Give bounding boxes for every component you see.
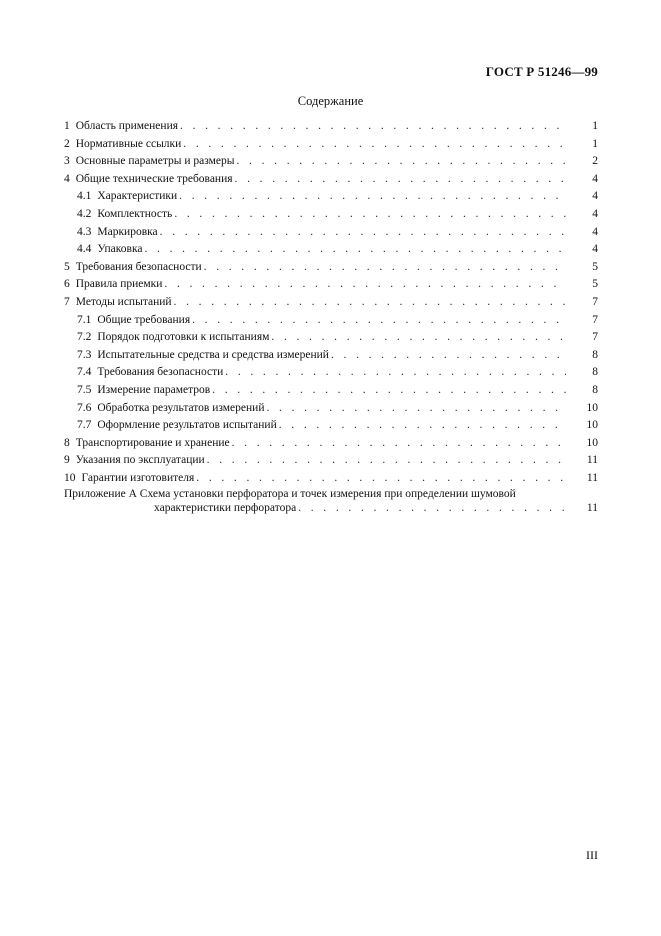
toc-entry-number: 8 bbox=[64, 436, 70, 449]
toc-dot-leader bbox=[207, 452, 566, 470]
toc-entry-page: 5 bbox=[592, 278, 598, 291]
toc-entry-page: 7 bbox=[592, 295, 598, 308]
toc-entry-number: 7.1 bbox=[77, 313, 92, 326]
toc-entry[interactable] bbox=[64, 435, 598, 453]
toc-entry[interactable] bbox=[64, 188, 598, 206]
toc-entry-label: Характеристики bbox=[97, 190, 178, 203]
table-of-contents bbox=[64, 118, 598, 515]
toc-entry-page: 1 bbox=[592, 137, 598, 150]
toc-entry-number: 3 bbox=[64, 155, 70, 168]
page-number: III bbox=[586, 848, 598, 862]
toc-entry-number: 7.5 bbox=[77, 383, 92, 396]
toc-dot-leader bbox=[196, 470, 566, 488]
toc-entry-label: Указания по эксплуатации bbox=[75, 454, 205, 467]
toc-entry[interactable] bbox=[64, 364, 598, 382]
toc-entry-number: 4.1 bbox=[77, 190, 92, 203]
toc-dot-leader bbox=[144, 241, 566, 259]
toc-entry-page: 5 bbox=[592, 260, 598, 273]
toc-entry-label: Гарантии изготовителя bbox=[81, 471, 195, 484]
toc-entry-label: Основные параметры и размеры bbox=[75, 155, 235, 168]
toc-entry-page: 10 bbox=[586, 436, 598, 449]
toc-entry-number: 6 bbox=[64, 278, 70, 291]
toc-entry-number: 7.4 bbox=[77, 366, 92, 379]
toc-entry-page: 4 bbox=[592, 225, 598, 238]
toc-dot-leader bbox=[271, 329, 566, 347]
toc-appendix-continuation bbox=[64, 501, 598, 515]
toc-entry-page: 4 bbox=[592, 190, 598, 203]
toc-dot-leader bbox=[183, 136, 566, 154]
toc-dot-leader bbox=[204, 259, 566, 277]
toc-entry-label: Методы испытаний bbox=[75, 295, 172, 308]
toc-entry-page: 4 bbox=[592, 172, 598, 185]
toc-entry[interactable] bbox=[64, 382, 598, 400]
toc-entry-label: Испытательные средства и средства измерений bbox=[97, 348, 329, 361]
toc-dot-leader bbox=[212, 382, 566, 400]
toc-entry-label: Комплектность bbox=[97, 207, 173, 220]
toc-dot-leader bbox=[279, 417, 566, 435]
toc-entry[interactable] bbox=[64, 470, 598, 488]
toc-entry-number: 4.2 bbox=[77, 207, 92, 220]
toc-entry-label: Упаковка bbox=[97, 243, 143, 256]
toc-title: Содержание bbox=[297, 94, 364, 108]
toc-entry-number: 7.2 bbox=[77, 331, 92, 344]
toc-entry[interactable] bbox=[64, 171, 598, 189]
toc-entry-page: 7 bbox=[592, 313, 598, 326]
toc-dot-leader bbox=[179, 188, 566, 206]
toc-entry-page: 10 bbox=[586, 419, 598, 432]
toc-entry-page: 1 bbox=[592, 120, 598, 132]
toc-entry-page: 10 bbox=[586, 401, 598, 414]
toc-entry[interactable] bbox=[64, 241, 598, 259]
toc-entry-page: 8 bbox=[592, 366, 598, 379]
toc-dot-leader bbox=[235, 171, 566, 189]
toc-entry-number: 4 bbox=[64, 172, 70, 185]
toc-entry[interactable] bbox=[64, 417, 598, 435]
toc-entry[interactable] bbox=[64, 136, 598, 154]
toc-entry[interactable] bbox=[64, 153, 598, 171]
toc-appendix-page: 11 bbox=[586, 502, 598, 515]
toc-entry-label: Нормативные ссылки bbox=[75, 137, 182, 150]
toc-entry-label: Общие требования bbox=[97, 313, 191, 326]
toc-entry[interactable] bbox=[64, 347, 598, 365]
toc-entry[interactable] bbox=[64, 224, 598, 242]
toc-entry-page: 8 bbox=[592, 348, 598, 361]
toc-dot-leader bbox=[232, 435, 566, 453]
toc-entry[interactable] bbox=[64, 312, 598, 330]
toc-entry-number: 9 bbox=[64, 454, 70, 467]
toc-entry-label: Порядок подготовки к испытаниям bbox=[97, 331, 270, 344]
toc-dot-leader bbox=[266, 400, 566, 418]
toc-entry-page: 11 bbox=[586, 471, 598, 484]
toc-entry[interactable] bbox=[64, 206, 598, 224]
toc-appendix-entry[interactable] bbox=[64, 487, 598, 515]
toc-entry-number: 1 bbox=[64, 120, 70, 132]
toc-entry[interactable] bbox=[64, 276, 598, 294]
toc-dot-leader bbox=[174, 294, 566, 312]
toc-entry[interactable] bbox=[64, 259, 598, 277]
toc-entry[interactable] bbox=[64, 400, 598, 418]
toc-entry-label: Требования безопасности bbox=[75, 260, 202, 273]
toc-entry-page: 8 bbox=[592, 383, 598, 396]
toc-entry-label: Оформление результатов испытаний bbox=[97, 419, 277, 432]
toc-entry-number: 7.3 bbox=[77, 348, 92, 361]
toc-entry[interactable] bbox=[64, 329, 598, 347]
toc-entry-label: Транспортирование и хранение bbox=[75, 436, 230, 449]
toc-entry-number: 7.7 bbox=[77, 419, 92, 432]
toc-entry-number: 7.6 bbox=[77, 401, 92, 414]
toc-dot-leader bbox=[298, 501, 566, 515]
toc-appendix-label-cont: характеристики перфоратора bbox=[154, 502, 297, 515]
toc-dot-leader bbox=[237, 153, 567, 171]
toc-entry-number: 5 bbox=[64, 260, 70, 273]
toc-entry-number: 4.4 bbox=[77, 243, 92, 256]
toc-entry-label: Правила приемки bbox=[75, 278, 163, 291]
toc-entry-page: 11 bbox=[586, 454, 598, 467]
toc-entry-label: Измерение параметров bbox=[97, 383, 211, 396]
toc-entry-page: 4 bbox=[592, 207, 598, 220]
toc-entry-number: 2 bbox=[64, 137, 70, 150]
toc-dot-leader bbox=[160, 224, 566, 242]
toc-entry-label: Маркировка bbox=[97, 225, 158, 238]
toc-dot-leader bbox=[164, 276, 566, 294]
toc-dot-leader bbox=[225, 364, 566, 382]
toc-entry[interactable] bbox=[64, 118, 598, 136]
toc-entry-page: 4 bbox=[592, 243, 598, 256]
toc-entry-label: Область применения bbox=[75, 120, 179, 132]
toc-appendix-label: Приложение А Схема установки перфоратора и точек измерения при определении шумовой bbox=[64, 488, 516, 501]
standard-code: ГОСТ Р 51246—99 bbox=[485, 64, 598, 79]
toc-entry-number: 7 bbox=[64, 295, 70, 308]
toc-dot-leader bbox=[180, 118, 566, 136]
toc-entry[interactable] bbox=[64, 294, 598, 312]
toc-entry-page: 7 bbox=[592, 331, 598, 344]
toc-dot-leader bbox=[192, 312, 566, 330]
toc-entry-label: Требования безопасности bbox=[97, 366, 224, 379]
toc-entry-number: 10 bbox=[64, 471, 76, 484]
toc-dot-leader bbox=[331, 347, 566, 365]
toc-entry-label: Общие технические требования bbox=[75, 172, 233, 185]
toc-entry[interactable] bbox=[64, 452, 598, 470]
toc-entry-page: 2 bbox=[592, 155, 598, 168]
toc-entry-number: 4.3 bbox=[77, 225, 92, 238]
toc-dot-leader bbox=[174, 206, 566, 224]
toc-entry-label: Обработка результатов измерений bbox=[97, 401, 265, 414]
